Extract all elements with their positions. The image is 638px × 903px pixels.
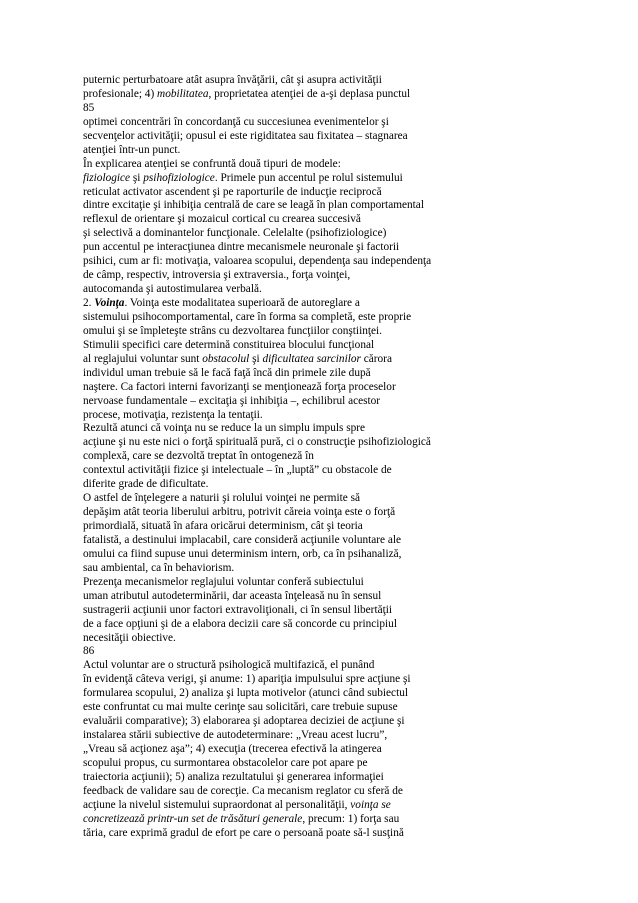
text-line: feedback de validare sau de corecţie. Ca mecanism reglator cu sferă de: [83, 784, 403, 797]
text-line: evaluării comparative); 3) elaborarea şi adoptarea deciziei de acţiune şi: [83, 715, 405, 728]
text-line: pun accentul pe interacţiunea dintre mecanismele neuronale şi factorii: [83, 241, 400, 254]
text-line: nervoase fundamentale – excitaţia şi inhibiţia –, echilibrul acestor: [83, 394, 381, 407]
text-line: necesităţii obiective.: [83, 631, 176, 644]
text-line: este confruntat cu mai multe cerinţe sau solicitări, care trebuie supuse: [83, 701, 398, 714]
text-line: concretizează printr-un set de trăsături generale, precum: 1) forţa sau: [83, 812, 400, 825]
text-line: naştere. Ca factori interni favorizanţi se menţionează forţa proceselor: [83, 380, 396, 393]
text-line: uman atributul autodeterminării, dar aceasta înţeleasă nu în sensul: [83, 589, 382, 602]
text-line: omului ca fiind supuse unui determinism intern, orb, ca în psihanaliză,: [83, 547, 402, 560]
text-line: reticulat activator ascendent şi pe raporturile de inducţie reciprocă: [83, 185, 382, 198]
text-line: depăşim atât teoria liberului arbitru, potrivit căreia voinţa este o forţă: [83, 506, 396, 519]
text-line: tăria, care exprimă gradul de efort pe care o persoană poate să-l susţină: [83, 826, 404, 839]
text-line: sau ambiental, ca în behaviorism.: [83, 561, 235, 574]
text-line: psihici, cum ar fi: motivaţia, valoarea scopului, dependenţa sau independenţa: [83, 255, 432, 268]
italic-term: mobilitatea: [157, 87, 209, 100]
text-line: optimei concentrări în concordanţă cu succesiunea evenimentelor şi: [83, 115, 389, 128]
text-line: în evidenţă câteva verigi, şi anume: 1) apariţia impulsului spre acţiune şi: [83, 673, 411, 686]
text-line: al reglajului voluntar sunt obstacolul şi dificultatea sarcinilor cărora: [83, 352, 392, 365]
text-line: scopului propus, cu surmontarea obstacolelor care pot apare pe: [83, 756, 368, 769]
text-line: acţiune la nivelul sistemului supraordonat al personalităţii, voinţa se: [83, 798, 391, 811]
text-line: autocomanda şi autostimularea verbală.: [83, 283, 262, 296]
page-number: 85: [83, 101, 95, 114]
text-line: primordială, situată în afara oricărui determinism, cât şi teoria: [83, 520, 363, 532]
text-line: atenţiei într-un punct.: [83, 143, 181, 156]
italic-term: concretizează printr-un set de trăsături generale: [83, 812, 303, 825]
text-line: complexă, care se dezvoltă treptat în ontogeneză în: [83, 450, 314, 463]
text-line: instalarea stării subiective de autodeterminare: „Vreau acest lucru”,: [83, 729, 388, 742]
text-line: de a face opţiuni şi de a elabora decizii care să concorde cu principiul: [83, 617, 397, 630]
document-page: [83, 74, 563, 841]
text-line: formularea scopului, 2) analiza şi lupta motivelor (atunci când subiectul: [83, 687, 408, 700]
text-line: secvenţelor activităţii; opusul ei este rigiditatea sau fixitatea – stagnarea: [83, 129, 408, 142]
text-line: dintre excitaţie şi inhibiţia centrală de care se leagă în plan comportamental: [83, 199, 424, 212]
italic-term: fiziologice: [83, 171, 131, 184]
text-line: fatalistă, a destinului implacabil, care consideră acţiunile voluntare ale: [83, 533, 402, 546]
page-number: 86: [83, 645, 95, 658]
text-line: de câmp, respectiv, introversia şi extraversia., forţa voinţei,: [83, 269, 351, 282]
text-line: „Vreau să acţionez aşa”; 4) execuţia (trecerea efectivă la atingerea: [83, 743, 382, 755]
italic-term: dificultatea sarcinilor: [262, 352, 361, 365]
text-line: individul uman trebuie să le facă faţă încă din primele zile după: [83, 366, 371, 379]
text-line: contextul activităţii fizice şi intelectuale – în „luptă” cu obstacole de: [83, 464, 392, 477]
italic-term: psihofiziologice: [143, 171, 215, 184]
italic-term: voinţa se: [350, 798, 391, 811]
text-line: acţiune şi nu este nici o forţă spirituală pură, ci o construcţie psihofiziologică: [83, 436, 431, 449]
emphasis-term-bold: Voinţa: [94, 297, 125, 309]
text-line: diferite grade de dificultate.: [83, 478, 209, 491]
text-line: traiectoria acţiunii); 5) analiza rezultatului şi generarea informaţiei: [83, 770, 384, 783]
text-line: În explicarea atenţiei se confruntă două tipuri de modele:: [83, 157, 341, 170]
text-line: Rezultă atunci că voinţa nu se reduce la un simplu impuls spre: [83, 422, 366, 435]
text-line: puternic perturbatoare atât asupra învăţării, cât şi asupra activităţii: [83, 74, 382, 86]
text-line: reflexul de orientare şi mozaicul cortical cu crearea succesivă: [83, 213, 361, 226]
italic-term: obstacolul: [202, 352, 250, 365]
text-line: Stimulii specifici care determină constituirea blocului funcţional: [83, 338, 375, 351]
text-line: şi selectivă a dominantelor funcţionale. Celelalte (psihofiziologice): [83, 227, 387, 240]
text-line: procese, motivaţia, rezistenţa la tentaţii.: [83, 408, 263, 421]
section-heading-line: 2. Voinţa. Voinţa este modalitatea superioară de autoreglare a: [83, 297, 360, 309]
text-line: sustragerii acţiunii unor factori extravoliţionali, ci în sensul libertăţii: [83, 603, 393, 616]
text-line: Prezenţa mecanismelor reglajului voluntar conferă subiectului: [83, 575, 364, 588]
text-line: profesionale; 4) mobilitatea, proprietatea atenţiei de a-şi deplasa punctul: [83, 87, 411, 100]
text-line: omului şi se împleteşte strâns cu dezvoltarea funcţiilor conştiinţei.: [83, 324, 382, 337]
text-line: Actul voluntar are o structură psihologică multifazică, el punând: [83, 659, 375, 672]
text-line: O astfel de înţelegere a naturii şi rolului voinţei ne permite să: [83, 492, 360, 505]
emphasis-term: [94, 297, 124, 309]
text-line: sistemului psihocomportamental, care în forma sa completă, este proprie: [83, 310, 412, 323]
text-line: fiziologice şi psihofiziologice. Primele pun accentul pe rolul sistemului: [83, 171, 403, 184]
